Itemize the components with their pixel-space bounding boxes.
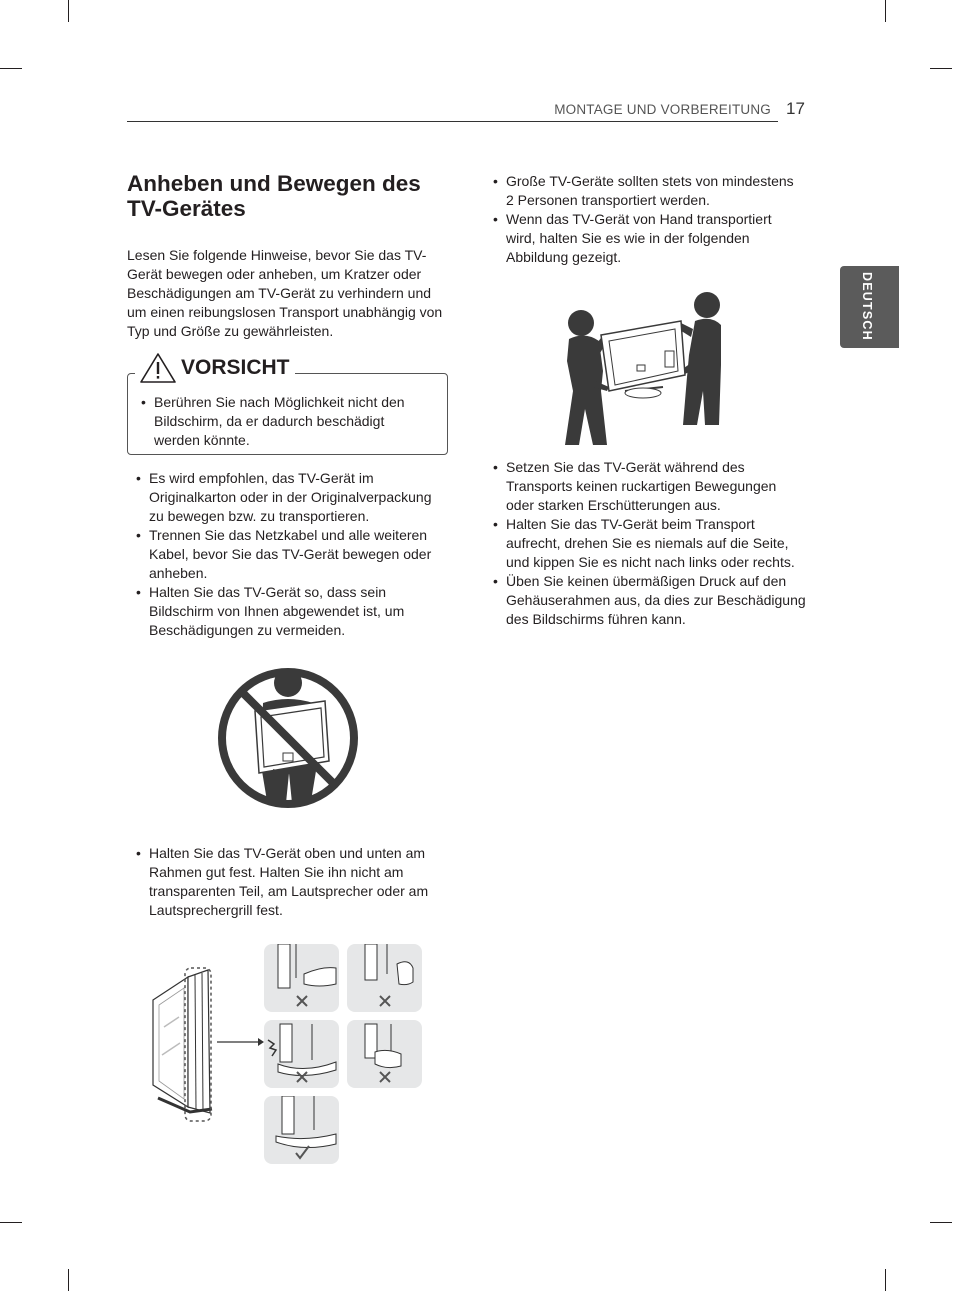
grip-illustration-wrong-4 [347,1020,422,1088]
left-bullet-list-2 [136,844,441,920]
list-item: • Große TV-Geräte sollten stets von mindestens 2 Personen transportiert werden. [493,172,803,210]
list-item: • Halten Sie das TV-Gerät beim Transport aufrecht, drehen Sie es niemals auf die Seite, und kippen Sie es nicht nach links oder rechts. [493,515,808,572]
list-item: • Setzen Sie das TV-Gerät während des Transports keinen ruckartigen Bewegungen oder starken Erschütterungen aus. [493,458,808,515]
left-bullet-list [136,469,441,640]
list-item: • Es wird empfohlen, das TV-Gerät im Originalkarton oder in der Originalverpackung zu bewegen bzw. zu transportieren. [136,469,441,526]
intro-paragraph: Lesen Sie folgende Hinweise, bevor Sie das TV-Gerät bewegen oder anheben, um Kratzer oder Beschädigungen am TV-Gerät zu verhindern und um einen reibungslosen Transport unabhängig von Typ und Größe zu gewährleisten. [127,247,443,339]
list-item: • Trennen Sie das Netzkabel und alle weiteren Kabel, bevor Sie das TV-Gerät bewegen oder anheben. [136,526,441,583]
language-tab [840,266,899,348]
crop-mark [68,1269,69,1291]
list-item: • Halten Sie das TV-Gerät oben und unten am Rahmen gut fest. Halten Sie ihn nicht am transparenten Teil, am Lautsprecher oder am Lautsprechergrill fest. [136,844,441,920]
header-rule [127,121,778,122]
right-bullet-list-1 [493,172,803,267]
caution-label: VORSICHT [181,356,290,379]
two-person-carry-illustration [563,291,725,447]
caution-list [141,393,431,450]
grip-illustration-wrong-1 [264,944,339,1012]
running-header: MONTAGE UND VORBEREITUNG [554,102,771,117]
crop-mark [885,1269,886,1291]
list-item: • Halten Sie das TV-Gerät so, dass sein Bildschirm von Ihnen abgewendet ist, um Beschädigungen zu vermeiden. [136,583,441,640]
crop-mark [0,1222,22,1223]
tv-side-view-illustration [150,965,265,1123]
warning-icon [139,352,177,384]
crop-mark [68,0,69,22]
grip-illustration-correct [264,1096,339,1164]
crop-mark [885,0,886,22]
caution-item: • Berühren Sie nach Möglichkeit nicht den Bildschirm, da er dadurch beschädigt werden könnte. [141,393,431,450]
language-tab-label: DEUTSCH [860,272,874,341]
crop-mark [0,68,22,69]
crop-mark [930,1222,952,1223]
caution-heading [135,350,295,386]
grip-illustration-wrong-3 [264,1020,339,1088]
right-bullet-list-2 [493,458,808,629]
page-title: Anheben und Bewegen des TV-Gerätes [127,171,421,221]
list-item: • Wenn das TV-Gerät von Hand transportiert wird, halten Sie es wie in der folgenden Abbildung gezeigt. [493,210,803,267]
crop-mark [930,68,952,69]
list-item: • Üben Sie keinen übermäßigen Druck auf den Gehäuserahmen aus, da dies zur Beschädigung des Bildschirms führen kann. [493,572,808,629]
prohibited-carry-illustration [213,665,363,813]
page-number: 17 [786,99,805,118]
grip-illustration-wrong-2 [347,944,422,1012]
